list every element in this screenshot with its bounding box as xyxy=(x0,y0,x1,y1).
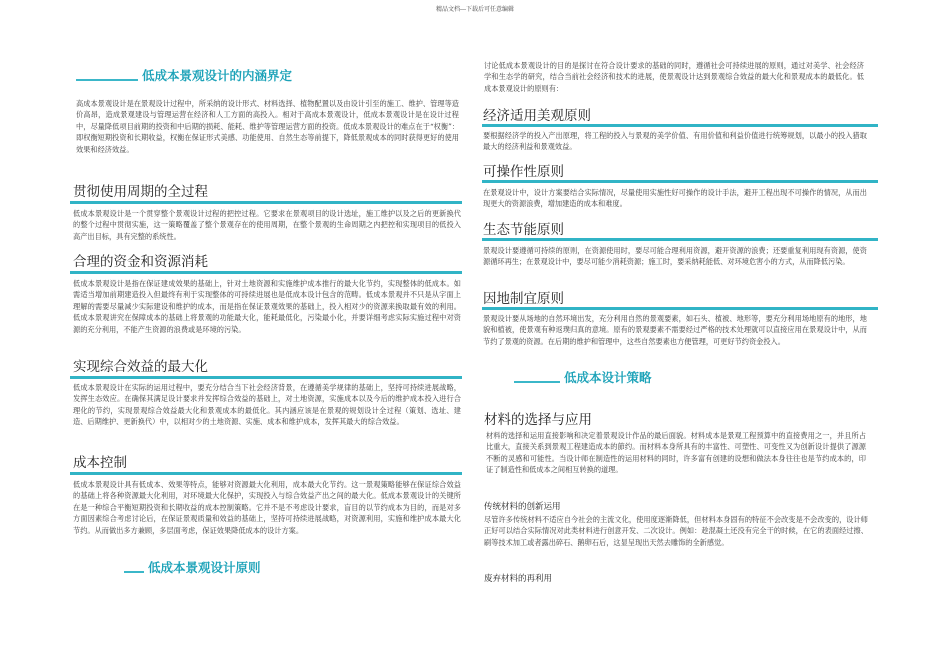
subheading-waste-reuse: 废弃材料的再利用 xyxy=(484,574,553,584)
paragraph-ecological: 景观设计要遵循可持续的原则，在资源使用时，要尽可能合理利用资源，避开资源的浪费；还要重复利用现有资源，使资源循环再生；在景观设计中，要尽可能少消耗资源；施工时，要采纳耗能低、对环境危害小的方式，从而降低污染。 xyxy=(483,246,867,267)
section-banner-intension xyxy=(76,64,406,86)
principles-intro: 讨论低成本景观设计的目的是探讨在符合设计要求的基础的同时，遵循社会可持续进展的原则，通过对美学、社会经济学和生态学的研究，结合当前社会经济和技术的进展，使景观设计达到景观综合效益的最大化和景观成本的最低化。低成本景观设计的原则有： xyxy=(484,61,864,93)
heading-benefit: 实现综合效益的最大化 xyxy=(73,359,208,375)
heading-rule xyxy=(482,238,878,241)
heading-materials: 材料的选择与应用 xyxy=(484,412,592,428)
heading-operable: 可操作性原则 xyxy=(483,164,564,180)
heading-lifecycle: 贯彻使用周期的全过程 xyxy=(73,184,208,200)
heading-resources: 合理的资金和资源消耗 xyxy=(73,254,208,270)
heading-rule xyxy=(70,201,462,204)
banner-title: 低成本设计策略 xyxy=(564,370,652,385)
intro-paragraph: 高成本景观设计是在景观设计过程中，所采纳的设计形式、材料选择、植物配置以及由设计引至的施工、维护、管理等造价高昂，造成景观建设与管理运营在经济和人工方面的高投入。相对于高成本景观设计，低成本景观设计是在设计过程中，尽量降低项目前期的投资和中后期的损耗、能耗、维护等管理运营方面的投资。低成本景观设计的难点在于“权衡”：即权衡短期投资和长期收益，权衡在保证形式美感、功能使用、自然生态等前提下，降低景观成本的同时获得更好的使用效果和经济效益。 xyxy=(76,99,459,154)
banner-title: 低成本景观设计的内涵界定 xyxy=(142,68,293,83)
paragraph-materials: 材料的选择和运用直接影响和决定着景观设计作品的最后面貌。材料成本是景观工程预算中的直接费用之一，并且所占比重大，直接关系到景观工程建造成本的節约。而材料本身所具有的丰富性、可塑性、可变性又为创新设计提供了源源不断的灵感和可能性。当设计师在制造性的运用材料的同时，许多富有创建的设想和做法本身往往也是节约成本的，印证了制造性和低成本之间相互转换的道理。 xyxy=(486,431,866,475)
paragraph-cost-control: 低成本景观设计具有低成本、效果等特点，能够对资源最大化利用，成本最大化节约。这一景观策略能够在保证综合效益的基础上将各种资源最大化利用，对环境最大化保护，实现投入与综合效益产出之间的最大化。低成本景观设计的关键所在是一种综合平衡短期投资和长期收益的成本控制策略。它并不是不考虑设计要求，盲目的以节约成本为目的，而是对多方面因素综合考虑讨论后，在保证景观质量和效益的基础上，坚持可持续进展战略，对资源利用，实施和维护成本最大化节约。从而做出多方兼顾，多层面考虑，保证效果降低成本的设计方案。 xyxy=(73,480,461,535)
paragraph-operable: 在景观设计中，设计方案要结合实际情况，尽量使用实施性好可操作的设计手法，避开工程出现不可操作的情况，从而出现更大的资源浪费，增加建造的成本和难度。 xyxy=(483,188,867,209)
page-header: 精品文档---下载后可任意编辑 xyxy=(435,6,515,13)
heading-economic: 经济适用美观原则 xyxy=(483,108,591,124)
section-banner-strategy xyxy=(514,366,734,388)
paragraph-benefit: 低成本景观设计在实际的运用过程中，要充分结合当下社会经济背景，在遵循美学规律的基础上，坚持可持续进展战略，发挥生态效应。在确保其满足设计要求并发挥综合效益的基础上，对土地资源，实施成本以及今后的维护成本投入进行合理化的节约，实现景观综合效益最大化和景观成本的最低化。其内涵应该是在景观的规划设计全过程（策划、选址、建造、后期维护、更新换代）中，以相对少的土地资源、实施、成本和维护成本，发挥其最大的综合效益。 xyxy=(73,383,461,427)
heading-cost-control: 成本控制 xyxy=(73,455,127,471)
subheading-traditional: 传统材料的创新运用 xyxy=(484,502,561,512)
heading-rule xyxy=(70,376,462,379)
paragraph-resources: 低成本景观设计是指在保证建成效果的基础上，针对土地资源和实施维护成本推行的最大化节约，实现整体的低成本。如需适当增加前期建造投入但最终有利于实现整体的可持续进展也是低成本设计包含的范畴。低成本景观并不只是从字面上理解的需要尽量减少实际建设和维护的成本，而是指在保证景观效果的基础上，投入相对少的资源来换取最有效的利用。低成本景观讲究在保障成本的基础上将景观的功能最大化，能耗最低化，污染最小化，并要详细考虑实际实施过程中对资源的充分利用，不能产生资源的浪费或是环境的污染。 xyxy=(73,279,461,334)
heading-rule xyxy=(482,180,878,183)
paragraph-lifecycle: 低成本景观设计是一个贯穿整个景观设计过程的把控过程。它要求在景观项目的设计选址，施工维护以及之后的更新换代的整个过程中贯彻实施，这一策略覆盖了整个景观存在的使用周期，在整个景观的生命周期之内把控和实现项目的低投入高产出目标，具有完整的系统性。 xyxy=(73,209,461,241)
heading-rule xyxy=(482,124,878,127)
heading-local: 因地制宜原则 xyxy=(483,291,564,307)
section-banner-principles xyxy=(124,556,384,578)
paragraph-traditional: 尽管许多传统材料不适应自今社会的主流文化，使用度逐渐降低，但材料本身固有的特征不会改变是不会改变的，设计师正好可以结合实际情况对此类材料进行创意开发、二次设计。例如：趁混凝土还没有完全干的时候，在它的表面经过擦、刷等技术加工或者露出碎石、鹅卵石后，这显呈现出天然去雕饰的全新感觉。 xyxy=(484,515,868,547)
banner-title: 低成本景观设计原则 xyxy=(148,560,261,575)
paragraph-local: 景观设计要从场地的自然环境出发，充分利用自然的景观要素，如石头、植被、地形等，要充分利用场地原有的地形，地貌和植被，使景观有种返璞归真的意境。原有的景观要素不需要经过严格的技术处理就可以直接应用在景观设计中，从而节约了景观的资源。在后期的维护和管理中，这些自然要素也方便管理，可更好节约资金投入。 xyxy=(483,314,867,346)
heading-rule xyxy=(482,307,878,310)
heading-rule xyxy=(70,271,462,274)
heading-rule xyxy=(70,472,462,475)
paragraph-economic: 要根据经济学的投入产出原理，将工程的投入与景观的美学价值、有用价值和利益价值进行统筹规划，以最小的投入猎取最大的经济利益和景观效益。 xyxy=(483,131,867,152)
heading-ecological: 生态节能原则 xyxy=(483,222,564,238)
